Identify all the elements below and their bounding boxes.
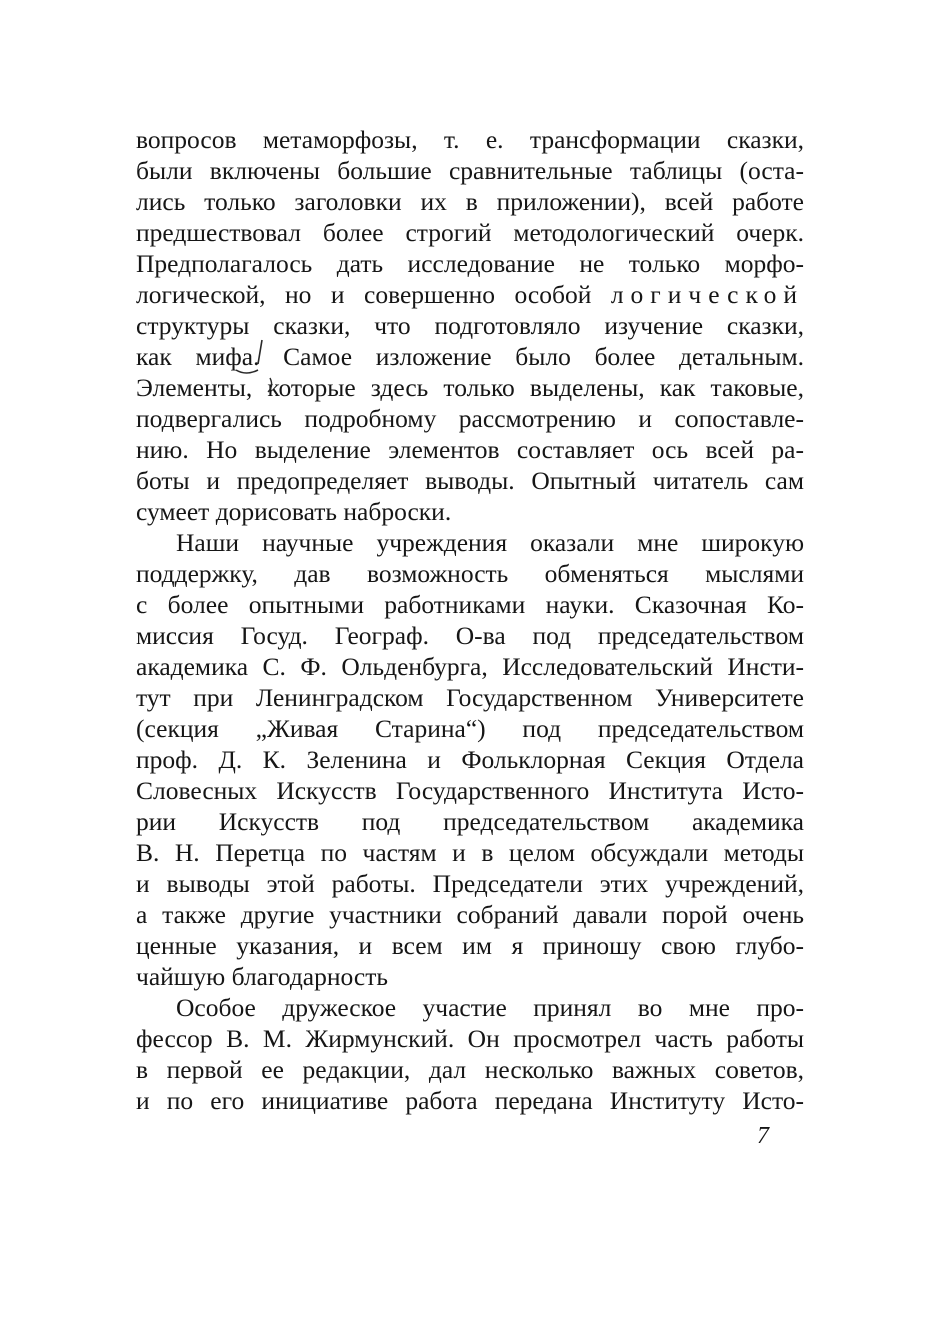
text-line: были включены большие сравнительные таблицы (оста-: [136, 156, 804, 185]
text-line: Элементы, которые здесь только выделены, как таковые,: [136, 373, 804, 402]
text-line: а также другие участники собраний давали порой очень: [136, 900, 804, 929]
paragraph-1: [136, 124, 804, 527]
text-line: Наши научные учреждения оказали мне широкую: [176, 528, 804, 557]
page-number: 7: [757, 1123, 769, 1149]
text-line: ценные указания, и всем им я приношу свою глубо-: [136, 931, 804, 960]
text-line: как мифа. Самое изложение было более детальным.: [136, 342, 804, 371]
text-line: Предполагалось дать исследование не только морфо-: [136, 249, 804, 278]
text-line: В. Н. Перетца по частям и в целом обсуждали методы: [136, 838, 804, 867]
text-line: сумеет дорисовать наброски.: [136, 497, 452, 526]
text-line: (секция „Живая Старина“) под председательством: [136, 714, 804, 743]
text-line: чайшую благодарность: [136, 962, 388, 991]
text-line: академика С. Ф. Ольденбурга, Исследовательский Инсти-: [136, 652, 804, 681]
text-line: и по его инициативе работа передана Институту Исто-: [136, 1086, 804, 1115]
text-line: лись только заголовки их в приложении), всей работе: [136, 187, 804, 216]
paragraph-2: [136, 527, 804, 992]
text-line: логической, но и совершенно особой логической: [136, 280, 804, 309]
text-line: предшествовал более строгий методологический очерк.: [136, 218, 804, 247]
text-line: структуры сказки, что подготовляло изучение сказки,: [136, 311, 804, 340]
text-line: подвергались подробному рассмотрению и сопоставле-: [136, 404, 804, 433]
text-line: боты и предопределяет выводы. Опытный читатель сам: [136, 466, 804, 495]
text-line: в первой ее редакции, дал несколько важных советов,: [136, 1055, 804, 1084]
body-text: [136, 124, 804, 1116]
text-line: миссия Госуд. Географ. О-ва под председательством: [136, 621, 804, 650]
text-line: фессор В. М. Жирмунский. Он просмотрел часть работы: [136, 1024, 804, 1053]
paragraph-3: [136, 992, 804, 1116]
text-line: рии Искусств под председательством академика: [136, 807, 804, 836]
text-line: с более опытными работниками науки. Сказочная Ко-: [136, 590, 804, 619]
emphasized-word: логической: [610, 280, 804, 309]
text-line: проф. Д. К. Зеленина и Фольклорная Секция Отдела: [136, 745, 804, 774]
text-line: тут при Ленинградском Государственном Университете: [136, 683, 804, 712]
text-line: вопросов метаморфозы, т. е. трансформации сказки,: [136, 125, 804, 154]
text-line: нию. Но выделение элементов составляет ось всей ра-: [136, 435, 804, 464]
text-line: Особое дружеское участие принял во мне про-: [176, 993, 804, 1022]
text-line: и выводы этой работы. Председатели этих учреждений,: [136, 869, 804, 898]
text-line: поддержку, дав возможность обменяться мыслями: [136, 559, 804, 588]
text-line: Словесных Искусств Государственного Института Исто-: [136, 776, 804, 805]
